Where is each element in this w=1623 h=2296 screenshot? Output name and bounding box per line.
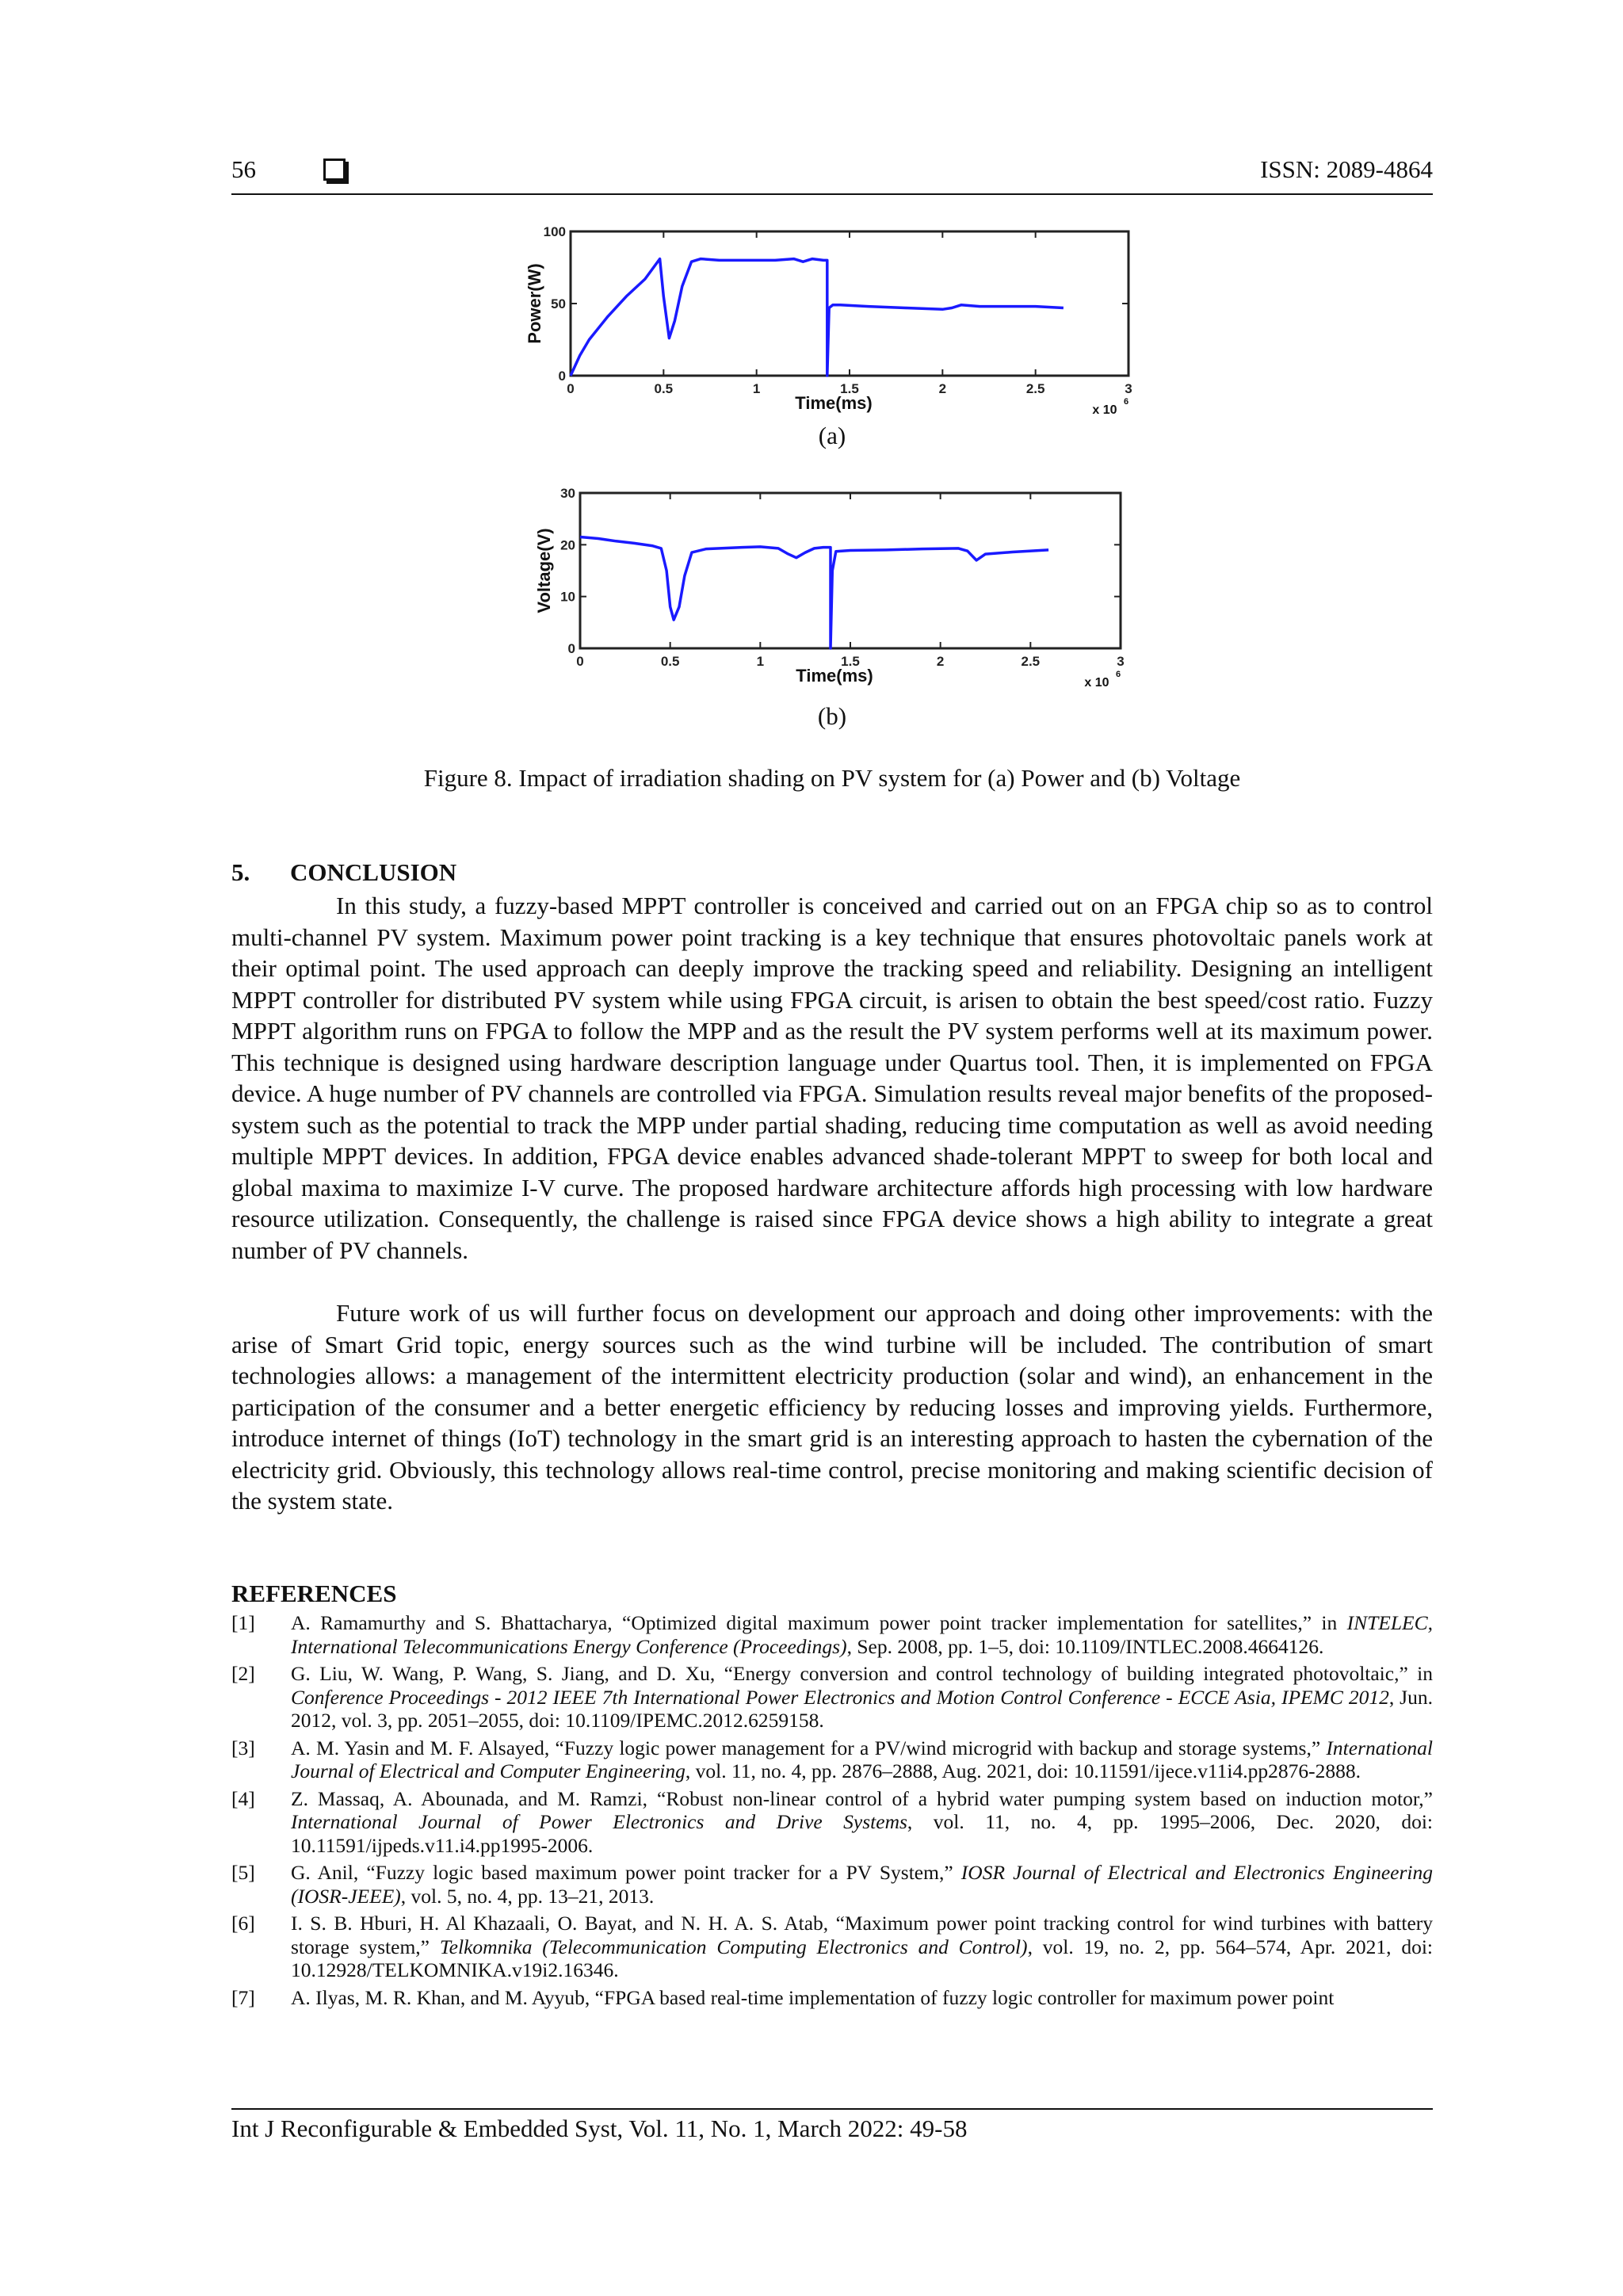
x-tick-label: 1.5 — [840, 381, 859, 396]
x-tick-label: 1 — [756, 654, 765, 669]
reference-venue: Telkomnika (Telecommunication Computing Electronics and Control) — [439, 1935, 1028, 1958]
x-tick-label: 1 — [752, 381, 761, 396]
reference-venue: INTELEC, International Telecommunications Energy Conference (Proceedings) — [291, 1611, 1433, 1658]
reference-details: , vol. 11, no. 4, pp. 2876–2888, Aug. 2021, doi: 10.11591/ijece.v11i4.pp2876-2888. — [685, 1759, 1361, 1782]
reference-venue: IOSR Journal of Electrical and Electronics Engineering (IOSR-JEEE) — [291, 1861, 1433, 1908]
x-tick-label: 3 — [1117, 654, 1125, 669]
section-number: 5. — [231, 858, 250, 886]
reference-text: G. Liu, W. Wang, P. Wang, S. Jiang, and D. Xu, “Energy conversion and control technology of building integrated photovoltaic,” in — [291, 1662, 1433, 1685]
reference-number: [2] — [231, 1662, 255, 1685]
page-footer: Int J Reconfigurable & Embedded Syst, Vol. 11, No. 1, March 2022: 49-58 — [231, 2108, 1433, 2143]
x-axis-label: Time(ms) — [795, 393, 873, 413]
reference-number: [4] — [231, 1786, 255, 1810]
reference-text: A. Ilyas, M. R. Khan, and M. Ayyub, “FPGA based real-time implementation of fuzzy logic controller for maximum power point — [291, 1985, 1335, 2009]
x-tick-label: 2 — [936, 654, 945, 669]
x-tick-label: 0 — [567, 381, 575, 396]
reference-number: [3] — [231, 1736, 255, 1759]
reference-number: [5] — [231, 1861, 255, 1884]
page-header — [231, 155, 1433, 195]
reference-text: I. S. B. Hburi, H. Al Khazaali, O. Bayat, and N. H. A. S. Atab, “Maximum power point tracking control for wind turbines with battery storage system,” — [291, 1912, 1433, 1958]
reference-item — [231, 1662, 1433, 1733]
y-tick-label: 100 — [543, 224, 566, 239]
section-heading — [231, 858, 456, 887]
reference-details: , Sep. 2008, pp. 1–5, doi: 10.1109/INTLEC.2008.4664126. — [846, 1634, 1324, 1658]
references-heading: REFERENCES — [231, 1580, 397, 1607]
x-tick-label: 2.5 — [1021, 654, 1041, 669]
reference-list — [231, 1611, 1433, 2013]
reference-item — [231, 1611, 1433, 1658]
x-tick-label: 2.5 — [1025, 381, 1045, 396]
issn-label: ISSN: 2089-4864 — [1260, 155, 1433, 183]
x-scale-exponent: 6 — [1124, 397, 1129, 407]
y-tick-label: 10 — [560, 589, 575, 605]
page-number: 56 — [231, 155, 256, 183]
reference-venue: Conference Proceedings - 2012 IEEE 7th International Power Electronics and Motion Control Conference - ECCE Asia, IPEMC 2012 — [291, 1685, 1389, 1709]
x-tick-label: 1.5 — [841, 654, 860, 669]
reference-venue: International Journal of Power Electronics and Drive Systems — [291, 1810, 907, 1833]
plot-frame — [571, 231, 1128, 376]
x-tick-label: 0.5 — [660, 654, 680, 669]
checkbox-square-icon — [323, 159, 346, 181]
figure-8a — [515, 223, 1149, 422]
figure-label-a: (a) — [818, 422, 846, 449]
x-scale-label: x 10 — [1092, 403, 1117, 417]
x-tick-label: 2 — [938, 381, 947, 396]
reference-number: [1] — [231, 1611, 255, 1634]
reference-item — [231, 1787, 1433, 1858]
reference-number: [6] — [231, 1912, 255, 1935]
x-scale-label: x 10 — [1084, 676, 1109, 690]
reference-text: G. Anil, “Fuzzy logic based maximum power point tracker for a PV System,” — [291, 1861, 961, 1884]
series-line — [571, 259, 1064, 376]
reference-text: A. Ramamurthy and S. Bhattacharya, “Optimized digital maximum power point tracker implementation for satellites,” in — [291, 1611, 1347, 1634]
reference-item — [231, 1912, 1433, 1982]
reference-text: A. M. Yasin and M. F. Alsayed, “Fuzzy logic power management for a PV/wind microgrid with backup and storage systems,” — [291, 1736, 1327, 1759]
x-tick-label: 0.5 — [654, 381, 674, 396]
y-tick-label: 0 — [567, 641, 575, 656]
reference-details: , vol. 5, no. 4, pp. 13–21, 2013. — [400, 1884, 655, 1908]
reference-item — [231, 1861, 1433, 1908]
y-tick-label: 0 — [558, 369, 566, 384]
y-tick-label: 20 — [560, 537, 575, 553]
figure-caption: Figure 8. Impact of irradiation shading on PV system for (a) Power and (b) Voltage — [423, 764, 1241, 792]
reference-number: [7] — [231, 1985, 255, 2009]
y-axis-label: Power(W) — [525, 263, 544, 344]
figure-label-b: (b) — [817, 702, 847, 730]
reference-text: Z. Massaq, A. Abounada, and M. Ramzi, “Robust non-linear control of a hybrid water pumping system based on induction motor,” — [291, 1786, 1433, 1810]
reference-item — [231, 1986, 1433, 2010]
conclusion-paragraph-2: Future work of us will further focus on development our approach and doing other improvements: with the arise of Smart Grid topic, energy sources such as the wind turbine will be included. The contribution of smart technologies allows: a management of the intermittent electricity production (solar and wind), an enhancement in the participation of the consumer and a better energetic efficiency by reducing losses and improving yields. Furthermore, introduce internet of things (IoT) technology in the smart grid is an interesting approach to hasten the cybernation of the electricity grid. Obviously, this technology allows real-time control, precise monitoring and making scientific decision of the system state. — [231, 1299, 1433, 1515]
reference-venue: International Journal of Electrical and Computer Engineering — [291, 1736, 1433, 1782]
figure-8b — [515, 480, 1149, 702]
x-tick-label: 3 — [1125, 381, 1132, 396]
series-line — [580, 537, 1048, 649]
y-tick-label: 30 — [560, 486, 575, 501]
conclusion-paragraph-1: In this study, a fuzzy-based MPPT controller is conceived and carried out on an FPGA chip so as to control multi-channel PV system. Maximum power point tracking is a key technique that ensures photovoltaic panels work at their optimal point. The used approach can deeply improve the tracking speed and reliability. Designing an intelligent MPPT controller for distributed PV system while using FPGA circuit, is arisen to obtain the best speed/cost ratio. Fuzzy MPPT algorithm runs on FPGA to follow the MPP and as the result the PV system performs well at its maximum power. This technique is designed using hardware description language under Quartus tool. Then, it is implemented on FPGA device. A huge number of PV channels are controlled via FPGA. Simulation results reveal major benefits of the proposed-system such as the potential to track the MPP under partial shading, reducing time computation as well as avoid needing multiple MPPT devices. In addition, FPGA device enables advanced shade-tolerant MPPT to sweep for both local and global maxima to maximize I-V curve. The proposed hardware architecture affords high processing with low hardware resource utilization. Consequently, the challenge is raised since FPGA device shows a high ability to integrate a great number of PV channels. — [231, 892, 1433, 1264]
voltage-chart — [515, 480, 1149, 702]
y-axis-label: Voltage(V) — [534, 528, 554, 613]
reference-details: , Jun. 2012, vol. 3, pp. 2051–2055, doi: 10.1109/IPEMC.2012.6259158. — [291, 1685, 1433, 1732]
section-title: CONCLUSION — [290, 858, 457, 886]
x-scale-exponent: 6 — [1116, 670, 1121, 679]
x-tick-label: 0 — [576, 654, 584, 669]
reference-details: , vol. 19, no. 2, pp. 564–574, Apr. 2021, doi: 10.12928/TELKOMNIKA.v19i2.16346. — [291, 1935, 1433, 1981]
y-tick-label: 50 — [551, 296, 566, 311]
reference-details: , vol. 11, no. 4, pp. 1995–2006, Dec. 2020, doi: 10.11591/ijpeds.v11.i4.pp1995-2006. — [291, 1810, 1433, 1857]
x-axis-label: Time(ms) — [796, 666, 873, 686]
plot-frame — [580, 493, 1121, 648]
reference-item — [231, 1736, 1433, 1783]
power-chart — [515, 223, 1149, 422]
